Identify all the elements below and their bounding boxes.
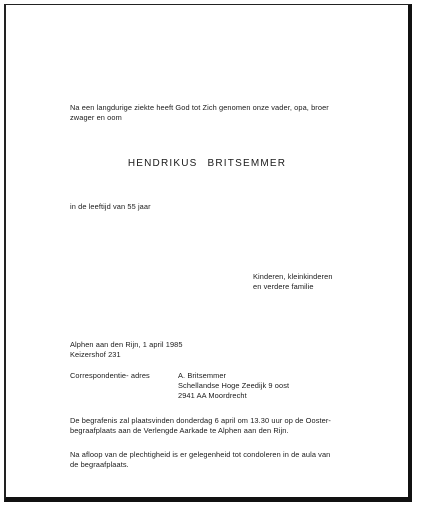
correspondence-name: A. Britsemmer [178,371,227,380]
family-line-1: Kinderen, kleinkinderen [253,272,333,281]
place-date: Alphen aan den Rijn, 1 april 1985 [70,340,183,349]
family-line-2: en verdere familie [253,282,314,291]
deceased-name [6,158,408,169]
correspondence-label: Correspondentie- adres [70,371,150,380]
condolence-line-1: Na afloop van de plechtigheid is er gelegenheid tot condoleren in de aula van [70,450,331,459]
condolence-line-2: de begraafplaats. [70,460,129,469]
home-address: Keizershof 231 [70,350,121,359]
deceased-first-name: HENDRIKUS [127,158,198,169]
memorial-card [4,4,412,502]
intro-line-2: zwager en oom [70,113,122,122]
age-text: in de leeftijd van 55 jaar [70,202,151,211]
deceased-last-name: BRITSEMMER [207,158,287,169]
funeral-line-2: begraafplaats aan de Verlengde Aarkade te Alphen aan den Rijn. [70,426,289,435]
correspondence-street: Schellandse Hoge Zeedijk 9 oost [178,381,290,390]
intro-line-1: Na een langdurige ziekte heeft God tot Zich genomen onze vader, opa, broer [70,103,329,112]
funeral-line-1: De begrafenis zal plaatsvinden donderdag 6 april om 13.30 uur op de Ooster- [70,416,331,425]
correspondence-city: 2941 AA Moordrecht [178,391,247,400]
